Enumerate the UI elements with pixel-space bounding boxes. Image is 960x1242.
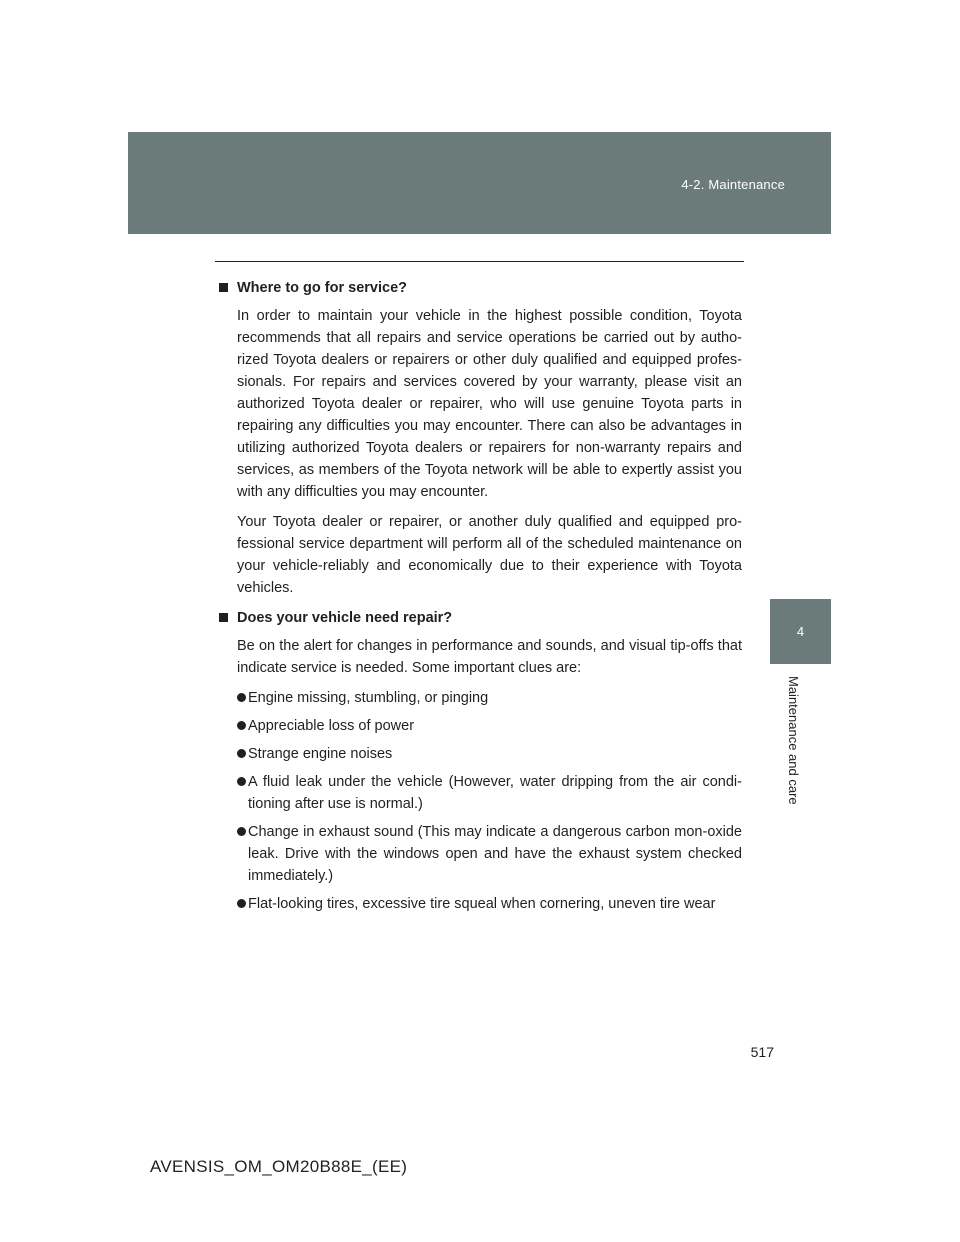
paragraph: Be on the alert for changes in performance and sounds, and visual tip-offs that indicate service is needed. Some important clues are:: [237, 638, 742, 676]
paragraph: In order to maintain your vehicle in the highest possible condition, Toyota recommends that all repairs and service operations be carried out by autho-rized Toyota dealers or repairers or other duly qualified and equipped profes-sionals. For repairs and services covered by your warranty, please visit an authorized Toyota dealer or repairer, who will use genuine Toyota parts in repairing any difficulties you may encounter. There can also be advantages in utilizing authorized Toyota dealers or repairers for non-warranty repairs and services, as members of the Toyota network will be able to expertly assist you with any difficulties you may encounter.: [237, 308, 742, 500]
chapter-number: 4: [796, 624, 805, 639]
list-item-text: Appreciable loss of power: [248, 718, 415, 734]
square-bullet-icon: [219, 613, 228, 622]
list-item: [237, 687, 742, 709]
section-heading: [217, 607, 742, 629]
page-number: 517: [750, 1044, 774, 1060]
list-item-text: Change in exhaust sound (This may indicate a dangerous carbon mon-oxide leak. Drive with the windows open and have the exhaust system checked immediately.): [248, 824, 742, 884]
round-bullet-icon: [237, 693, 246, 702]
page-content: [217, 277, 742, 921]
round-bullet-icon: [237, 827, 246, 836]
document-code: AVENSIS_OM_OM20B88E_(EE): [150, 1157, 408, 1176]
round-bullet-icon: [237, 749, 246, 758]
paragraph: Your Toyota dealer or repairer, or another duly qualified and equipped pro-fessional service department will perform all of the scheduled maintenance on your vehicle-reliably and economically due to their experience with Toyota vehicles.: [237, 514, 742, 596]
list-item: [237, 893, 742, 915]
list-item: [237, 743, 742, 765]
list-item-text: Engine missing, stumbling, or pinging: [248, 690, 489, 706]
chapter-label: Maintenance and care: [786, 676, 801, 805]
list-item: [237, 771, 742, 815]
round-bullet-icon: [237, 777, 246, 786]
round-bullet-icon: [237, 899, 246, 908]
list-item-text: A fluid leak under the vehicle (However, water dripping from the air condi-tioning after use is normal.): [248, 774, 742, 812]
square-bullet-icon: [219, 283, 228, 292]
list-item-text: Flat-looking tires, excessive tire squeal when cornering, uneven tire wear: [248, 896, 716, 912]
list-item: [237, 715, 742, 737]
list-item: [237, 821, 742, 887]
section-heading: [217, 277, 742, 299]
section-label: 4-2. Maintenance: [681, 177, 785, 192]
list-item-text: Strange engine noises: [248, 746, 393, 762]
chapter-tab[interactable]: [770, 599, 831, 664]
header-band: [128, 132, 831, 234]
heading-text: Does your vehicle need repair?: [237, 610, 453, 626]
round-bullet-icon: [237, 721, 246, 730]
divider: [215, 261, 744, 262]
heading-text: Where to go for service?: [237, 280, 408, 296]
